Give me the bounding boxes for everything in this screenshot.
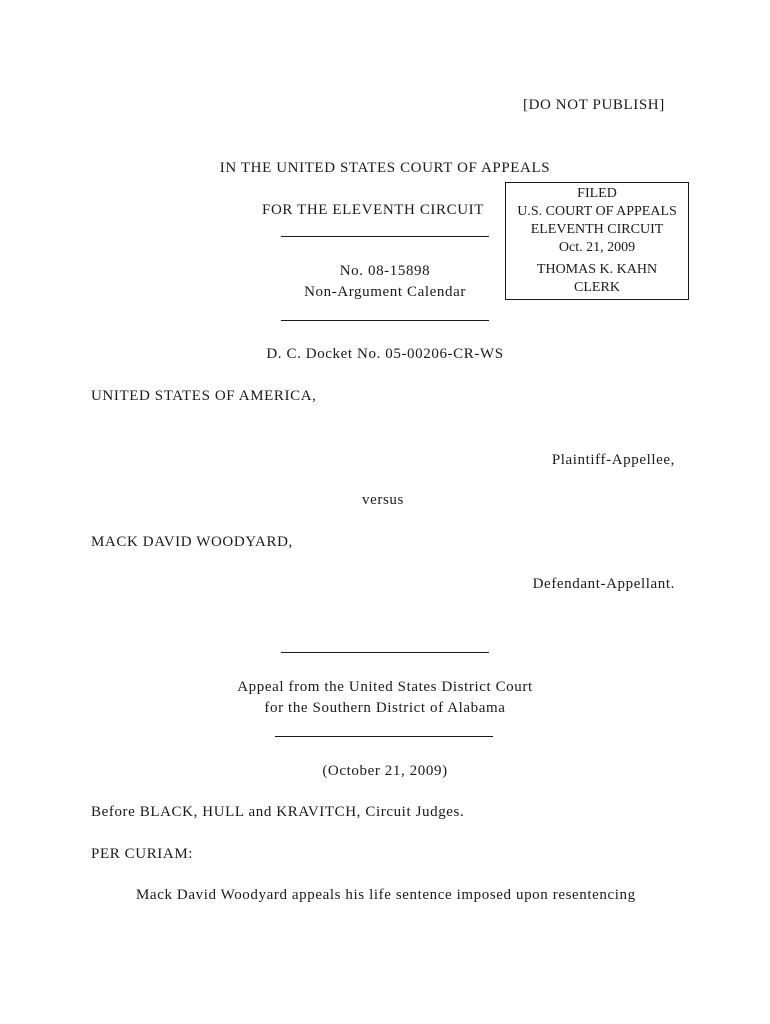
per-curiam-heading: PER CURIAM: bbox=[91, 846, 194, 862]
filed-stamp bbox=[505, 182, 689, 300]
plaintiff-role: Plaintiff-Appellee, bbox=[551, 452, 675, 468]
appeal-source-line1: Appeal from the United States District Court bbox=[237, 679, 533, 695]
separator-rule bbox=[281, 652, 489, 653]
publish-status: [DO NOT PUBLISH] bbox=[523, 97, 665, 113]
judges-panel: Before BLACK, HULL and KRAVITCH, Circuit Judges. bbox=[91, 804, 465, 820]
plaintiff-name: UNITED STATES OF AMERICA, bbox=[91, 388, 317, 404]
docket-number: D. C. Docket No. 05-00206-CR-WS bbox=[266, 346, 504, 362]
separator-rule bbox=[281, 236, 489, 237]
opinion-first-line: Mack David Woodyard appeals his life sentence imposed upon resentencing bbox=[136, 887, 636, 903]
circuit-title: FOR THE ELEVENTH CIRCUIT bbox=[262, 202, 485, 218]
defendant-name: MACK DAVID WOODYARD, bbox=[91, 534, 293, 550]
separator-rule bbox=[275, 736, 493, 737]
filed-stamp-line: ELEVENTH CIRCUIT bbox=[530, 222, 664, 237]
case-number: No. 08-15898 bbox=[339, 263, 431, 279]
filed-stamp-date: Oct. 21, 2009 bbox=[558, 240, 636, 255]
decision-date: (October 21, 2009) bbox=[322, 763, 448, 779]
filed-stamp-line: CLERK bbox=[574, 280, 620, 295]
appeal-source-line2: for the Southern District of Alabama bbox=[264, 700, 506, 716]
filed-stamp-line: FILED bbox=[577, 186, 617, 201]
calendar-type: Non-Argument Calendar bbox=[304, 284, 466, 300]
court-title: IN THE UNITED STATES COURT OF APPEALS bbox=[219, 160, 551, 176]
versus-label: versus bbox=[362, 492, 404, 508]
defendant-role: Defendant-Appellant. bbox=[532, 576, 675, 592]
filed-stamp-line: U.S. COURT OF APPEALS bbox=[517, 204, 677, 219]
filed-stamp-clerk-name: THOMAS K. KAHN bbox=[536, 262, 658, 277]
separator-rule bbox=[281, 320, 489, 321]
